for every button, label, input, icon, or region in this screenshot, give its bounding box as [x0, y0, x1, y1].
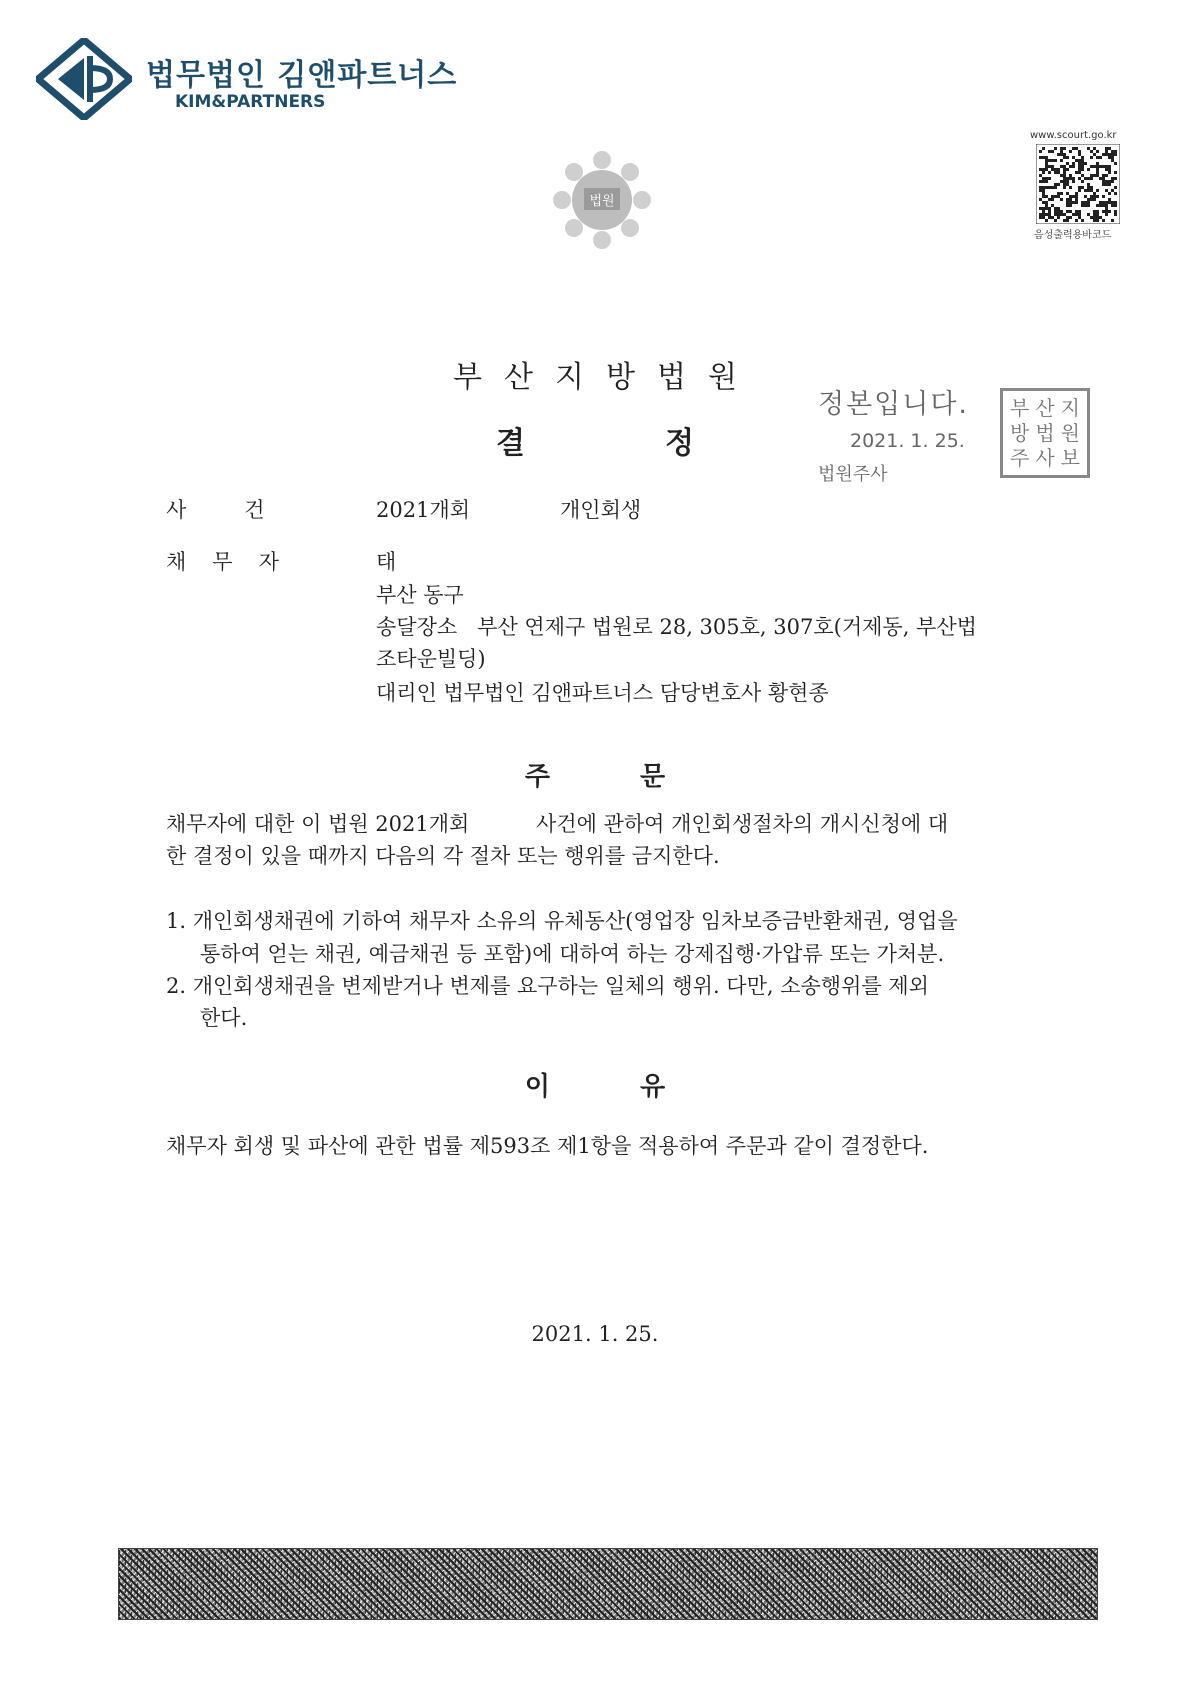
firm-name-english: KIM&PARTNERS: [175, 92, 326, 112]
debtor-name: 태: [376, 550, 397, 574]
seal-char: 원: [1060, 420, 1080, 445]
order-item1-line1: 1. 개인회생채권에 기하여 채무자 소유의 유체동산(영업장 임차보증금반환채권, 영업을: [166, 909, 958, 933]
seal-char: 방: [1010, 420, 1030, 445]
emblem-label: 법원: [589, 194, 615, 209]
case-number: 2021개회: [376, 498, 471, 522]
case-type: 개인회생: [560, 498, 642, 522]
service-address-line2: 조타운빌딩): [376, 647, 486, 671]
case-label: 사건: [166, 498, 323, 522]
court-official-seal: [1000, 388, 1090, 478]
decision-date: 2021. 1. 25.: [531, 1322, 659, 1346]
seal-char: 보: [1060, 446, 1080, 471]
barcode-caption: 음성출력용바코드: [1034, 230, 1112, 241]
seal-char: 주: [1010, 446, 1030, 471]
qr-code-icon: [1036, 144, 1120, 224]
seal-char: 사: [1035, 446, 1055, 471]
certified-copy-officer: 법원주사: [818, 464, 888, 485]
security-pattern-strip: [118, 1548, 1098, 1620]
seal-char: 법: [1035, 420, 1055, 445]
court-emblem-icon: [550, 148, 654, 252]
order-item2-line2: 한다.: [200, 1006, 248, 1030]
court-name: 부산지방법원: [453, 360, 759, 395]
order-text-line1: 채무자에 대한 이 법원 2021개회 사건에 관하여 개인회생절차의 개시신청에 대: [166, 812, 949, 836]
court-url: www.scourt.go.kr: [1030, 130, 1117, 141]
reason-text: 채무자 회생 및 파산에 관한 법률 제593조 제1항을 적용하여 주문과 같이 결정한다.: [166, 1134, 929, 1158]
debtor-label: 채무자: [166, 550, 305, 574]
firm-logo-icon: [36, 38, 132, 120]
order-heading: 주문: [524, 762, 756, 792]
reason-heading: 이유: [524, 1072, 756, 1102]
order-item2-line1: 2. 개인회생채권을 변제받거나 변제를 요구하는 일체의 행위. 다만, 소송행위를 제외: [166, 974, 929, 998]
certified-copy-date: 2021. 1. 25.: [850, 430, 965, 452]
order-text-line2: 한 결정이 있을 때까지 다음의 각 절차 또는 행위를 금지한다.: [166, 844, 720, 868]
seal-char: 부: [1010, 395, 1030, 420]
document-title: 결정: [496, 426, 834, 461]
certified-copy-label: 정본입니다.: [818, 389, 969, 420]
seal-char: 지: [1060, 395, 1080, 420]
firm-name-korean: 법무법인 김앤파트너스: [146, 58, 458, 93]
legal-agent: 대리인 법무법인 김앤파트너스 담당변호사 황현종: [376, 681, 829, 705]
order-item1-line2: 통하여 얻는 채권, 예금채권 등 포함)에 대하여 하는 강제집행·가압류 또는 가처분.: [200, 942, 945, 966]
service-address-line1: 송달장소 부산 연제구 법원로 28, 305호, 307호(거제동, 부산법: [376, 615, 977, 639]
seal-char: 산: [1035, 395, 1055, 420]
debtor-address: 부산 동구: [376, 583, 464, 607]
